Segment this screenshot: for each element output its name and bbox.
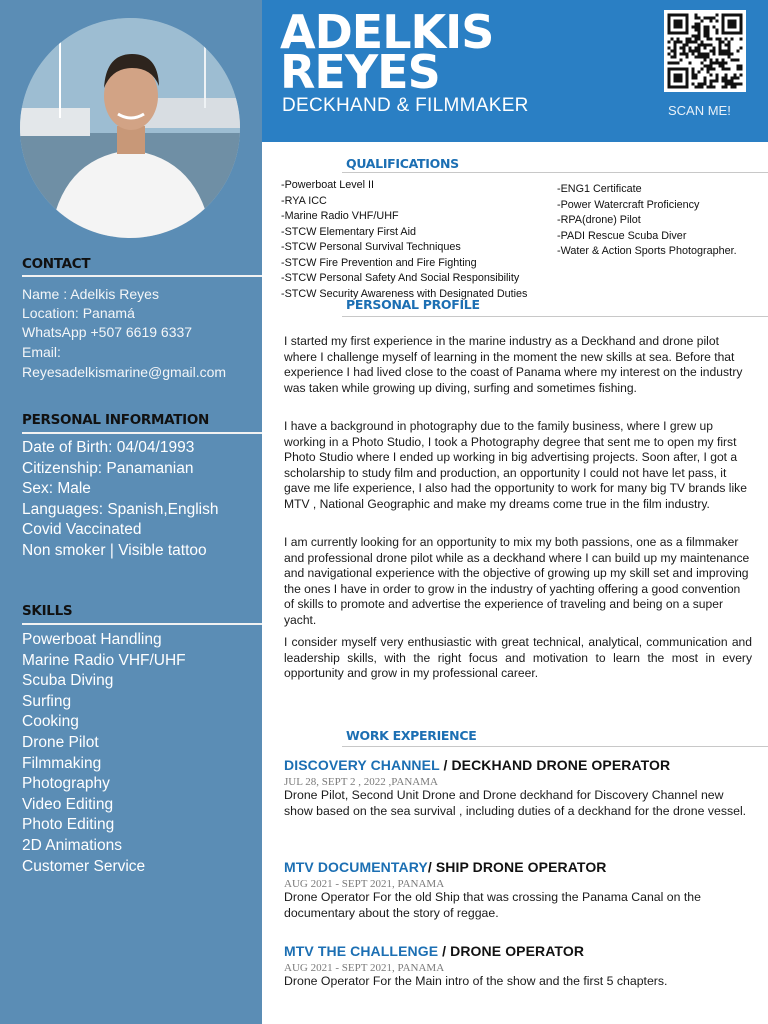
job-entry [284, 859, 754, 921]
skill-item: Surfing [22, 692, 72, 710]
contact-divider [22, 275, 262, 277]
contact-email-label: Email: [22, 344, 61, 360]
qualifications-divider [342, 172, 768, 173]
profile-heading: PERSONAL PROFILE [346, 297, 480, 312]
qualification-item: -Powerboat Level II [281, 179, 375, 191]
last-name: REYES [280, 45, 440, 99]
qr-code-icon[interactable] [664, 10, 746, 92]
sidebar [0, 0, 262, 1024]
job-role: DECKHAND DRONE OPERATOR [451, 757, 671, 773]
job-company: DISCOVERY CHANNEL [284, 757, 440, 773]
profile-photo-image [20, 18, 240, 238]
header-banner [262, 0, 768, 142]
qualification-item: -STCW Personal Safety And Social Responsibility [281, 272, 520, 284]
job-description: Drone Operator For the Main intro of the show and the first 5 chapters. [284, 974, 668, 988]
job-role: DECKHAND & FILMMAKER [282, 95, 529, 116]
profile-divider [342, 316, 768, 317]
qr-caption: SCAN ME! [668, 103, 731, 118]
job-entry [284, 757, 754, 819]
contact-email[interactable]: Reyesadelkismarine@gmail.com [22, 364, 227, 380]
job-date: JUL 28, SEPT 2 , 2022 ,PANAMA [284, 776, 438, 788]
job-date: AUG 2021 - SEPT 2021, PANAMA [284, 878, 445, 890]
contact-location: Location: Panamá [22, 305, 135, 321]
profile-paragraph: I consider myself very enthusiastic with great technical, analytical, communication and leadership skills, with the right focus and motivation to learn the most in every opportunity and grow in my professional career. [284, 635, 752, 681]
candidate-name [280, 5, 494, 99]
skill-item: Customer Service [22, 857, 146, 875]
profile-paragraph: I am currently looking for an opportunity to mix my both passions, one as a filmmaker and professional drone pilot while as a deckhand where I can build up my maintenance and navigational experience with the objective of growing up my skill set and improving the ones I have in order to grow in the industry of yachting offering a good convention of skills to promote and advertise the experience of traveling and being on a super yacht. [284, 535, 750, 627]
qr-code-graphic [664, 10, 746, 92]
qualification-item: -PADI Rescue Scuba Diver [557, 229, 687, 242]
job-company: MTV THE CHALLENGE [284, 943, 439, 959]
qualifications-right-list [557, 182, 737, 260]
skill-item: Video Editing [22, 795, 114, 813]
contact-whatsapp[interactable]: WhatsApp +507 6619 6337 [22, 324, 193, 340]
job-date: AUG 2021 - SEPT 2021, PANAMA [284, 962, 445, 974]
profile-photo [20, 18, 240, 238]
skill-item: Drone Pilot [22, 733, 99, 751]
job-description: Drone Pilot, Second Unit Drone and Drone deckhand for Discovery Channel new show based on the sea survival , including duties of a deckhand for the drone vessel. [284, 788, 747, 818]
job-description: Drone Operator For the old Ship that was crossing the Panama Canal on the documentary about the story of reggae. [284, 890, 701, 920]
job-title [284, 859, 754, 875]
job-separator: / [438, 943, 451, 959]
skill-item: Scuba Diving [22, 672, 114, 690]
personal-info-item: Sex: Male [22, 480, 91, 498]
personal-info-item: Date of Birth: 04/04/1993 [22, 439, 195, 456]
job-role: SHIP DRONE OPERATOR [435, 859, 607, 875]
skills-list [22, 630, 186, 877]
personal-info-item: Citizenship: Panamanian [22, 459, 194, 477]
personal-info-item: Languages: Spanish,English [22, 500, 219, 518]
skill-item: Cooking [22, 713, 79, 731]
qualification-item: -Water & Action Sports Photographer. [557, 245, 737, 257]
qualification-item: -STCW Elementary First Aid [281, 225, 416, 238]
profile-paragraph: I started my first experience in the marine industry as a Deckhand and drone pilot where I challenge myself of learning in the moment the new skills at sea. Before that experience I had lived close to the coast of Panama where my interest on the industry was taken while growing up diving, surfing and sometimes fishing. [284, 334, 743, 395]
qualification-item: -STCW Fire Prevention and Fire Fighting [281, 256, 477, 269]
qualifications-heading: QUALIFICATIONS [346, 156, 459, 171]
job-entry [284, 943, 754, 990]
personal-info-item: Non smoker | Visible tattoo [22, 541, 207, 559]
qualifications-left-list [281, 178, 527, 302]
qualification-item: -RPA(drone) Pilot [557, 214, 641, 226]
personal-info-item: Covid Vaccinated [22, 521, 142, 539]
job-title [284, 943, 754, 959]
skill-item: Powerboat Handling [22, 631, 162, 648]
job-separator: / [427, 859, 436, 875]
personal-info-list [22, 438, 218, 562]
qualification-item: -ENG1 Certificate [557, 183, 642, 195]
qualification-item: -STCW Security Awareness with Designated Duties [281, 287, 528, 300]
qualification-item: -RYA ICC [281, 194, 327, 207]
job-role: DRONE OPERATOR [450, 943, 585, 959]
qualification-item: -STCW Personal Survival Techniques [281, 241, 461, 253]
skill-item: Photo Editing [22, 816, 115, 834]
job-title [284, 757, 754, 773]
personal-info-heading: PERSONAL INFORMATION [22, 412, 210, 428]
qualification-item: -Power Watercraft Proficiency [557, 198, 700, 211]
contact-name: Name : Adelkis Reyes [22, 286, 159, 302]
first-name: ADELKIS [280, 5, 494, 59]
job-company: MTV DOCUMENTARY [284, 859, 428, 875]
skills-heading: SKILLS [22, 603, 73, 619]
work-divider [342, 746, 768, 747]
contact-heading: CONTACT [22, 256, 91, 272]
skill-item: Photography [22, 775, 110, 793]
profile-paragraph: I have a background in photography due to the family business, where I grew up working in a Photo Studio, I took a Photography degree that sent me to open my first Photo Studio where I ended up working in big advertising projects. Soon after, I got a scholarship to study film and production, an opportunity I could not have let pass, it gave me life experience, I also had the opportunity to work for many big TV brands like MTV , National Geographic and make my dreams come true in the film industry. [284, 419, 747, 511]
job-separator: / [439, 757, 452, 773]
work-heading: WORK EXPERIENCE [346, 728, 477, 743]
skill-item: Marine Radio VHF/UHF [22, 651, 186, 669]
skill-item: 2D Animations [22, 836, 122, 854]
qualification-item: -Marine Radio VHF/UHF [281, 210, 399, 222]
skills-divider [22, 623, 262, 625]
skill-item: Filmmaking [22, 754, 102, 772]
personal-info-divider [22, 432, 262, 434]
